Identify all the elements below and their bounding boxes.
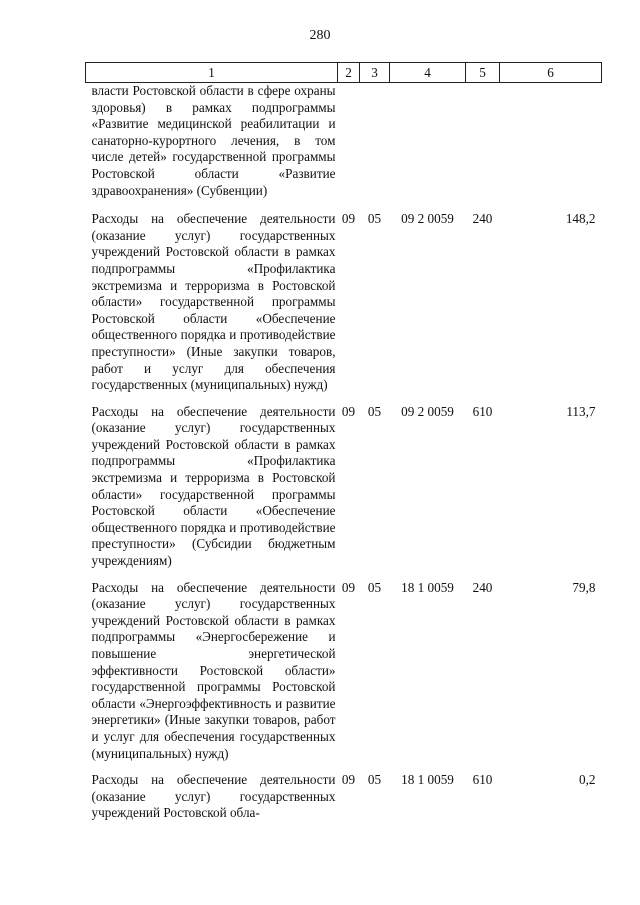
subsection-code-cell: 05 (367, 579, 382, 595)
column-header-2: 2 (338, 63, 360, 83)
target-article-cell: 09 2 0059 (401, 211, 454, 227)
expense-name-cell: власти Ростовской области в сфере охраны здоровья) в рамках подпрограммы «Развитие медицинской реабилитации и санаторно-курортного лечения, в том числе детей» государственной программы Ростовской области «Развитие здравоохранения» (Субвенции) (91, 83, 336, 198)
subsection-code-cell (360, 83, 390, 210)
amount-cell: 113,7 (566, 403, 596, 419)
table-row (86, 770, 602, 830)
subsection-code-cell: 05 (367, 772, 382, 788)
amount-cell: 148,2 (565, 211, 596, 227)
subsection-code-cell: 05 (367, 211, 382, 227)
table-row (86, 83, 602, 210)
table-row (86, 578, 602, 771)
amount-cell (500, 83, 602, 210)
budget-table (85, 62, 602, 830)
table-header-row (86, 63, 602, 83)
column-header-4: 4 (390, 63, 466, 83)
target-article-cell: 18 1 0059 (401, 579, 454, 595)
section-code-cell: 09 (341, 403, 356, 419)
table-row (86, 402, 602, 578)
subsection-code-cell: 05 (367, 403, 382, 419)
expense-type-cell: 240 (472, 211, 493, 227)
column-header-5: 5 (466, 63, 500, 83)
column-header-6: 6 (500, 63, 602, 83)
expense-name-cell: Расходы на обеспечение деятельности (оказание услуг) государственных учреждений Ростовской области в рамках подпрограммы «Профилактика экстремизма и терроризма в Ростовской области» государственной программы Ростовской области «Обеспечение общественного порядка и противодействие преступности» (Иные закупки товаров, работ и услуг для обеспечения государственных (муниципальных) нужд) (91, 211, 336, 393)
column-header-1: 1 (86, 63, 338, 83)
section-code-cell: 09 (341, 772, 356, 788)
section-code-cell: 09 (341, 579, 356, 595)
section-code-cell (338, 83, 360, 210)
expense-name-cell: Расходы на обеспечение деятельности (оказание услуг) государственных учреждений Ростовской обла- (91, 772, 336, 821)
amount-cell: 0,2 (579, 772, 596, 788)
target-article-cell (390, 83, 466, 210)
expense-type-cell: 240 (472, 579, 493, 595)
expense-type-cell: 610 (472, 403, 493, 419)
table-row (86, 209, 602, 402)
target-article-cell: 09 2 0059 (401, 403, 454, 419)
section-code-cell: 09 (341, 211, 356, 227)
expense-type-cell (466, 83, 500, 210)
expense-name-cell: Расходы на обеспечение деятельности (оказание услуг) государственных учреждений Ростовской области в рамках подпрограммы «Профилактика экстремизма и терроризма в Ростовской области» государственной программы Ростовской области «Обеспечение общественного порядка и противодействие преступности» (Субсидии бюджетным учреждениям) (91, 403, 336, 569)
amount-cell: 79,8 (572, 579, 596, 595)
column-header-3: 3 (360, 63, 390, 83)
expense-name-cell: Расходы на обеспечение деятельности (оказание услуг) государственных учреждений Ростовской области в рамках подпрограммы «Энергосбережение и повышение энергетической эффективности Ростовской области» государственной программы Ростовской области «Энергоэффективность и развитие энергетики» (Иные закупки товаров, работ и услуг для обеспечения государственных (муниципальных) нужд) (91, 579, 336, 761)
target-article-cell: 18 1 0059 (401, 772, 454, 788)
page-number: 280 (309, 28, 331, 43)
expense-type-cell: 610 (472, 772, 493, 788)
